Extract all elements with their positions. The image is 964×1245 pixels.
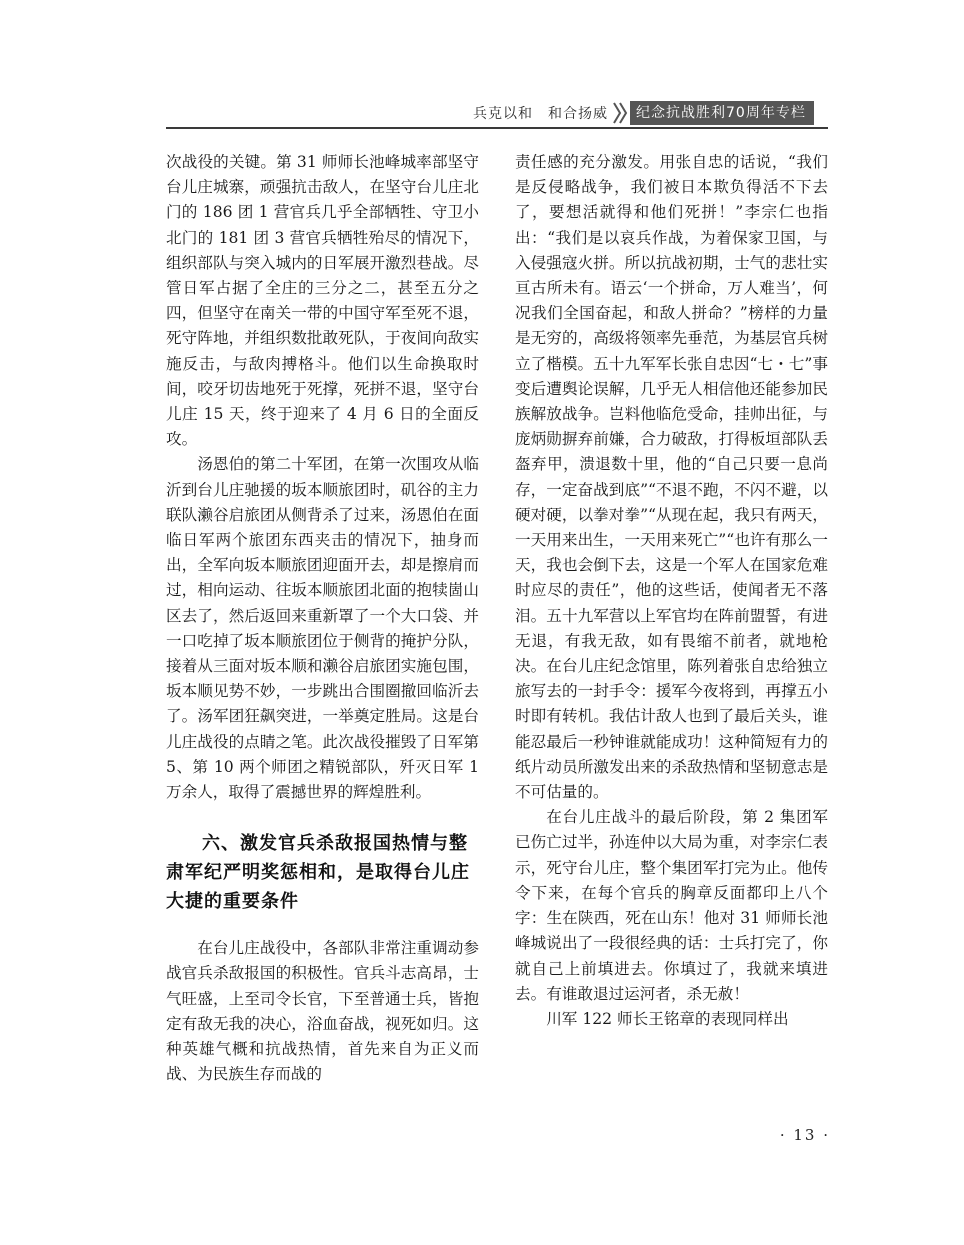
header-divider (166, 127, 828, 129)
right-column (515, 150, 828, 1032)
body-paragraph: 责任感的充分激发。用张自忠的话说，“我们是反侵略战争，我们被日本欺负得活不下去了，要想活就得和他们死拼！”李宗仁也指出：“我们是以哀兵作战，为着保家卫国，与入侵强寇火拼。所以抗战初期，士气的悲壮实亘古所未有。语云‘一个拼命，万人难当’，何况我们全国奋起，和敌人拼命？”榜样的力量是无穷的，高级将领率先垂范，为基层官兵树立了楷模。五十九军军长张自忠因“七・七”事变后遭舆论误解，几乎无人相信他还能参加民族解放战争。岂料他临危受命，挂帅出征，与庞炳勋摒弃前嫌，合力破敌，打得板垣部队丢盔弃甲，溃退数十里，他的“自己只要一息尚存，一定奋战到底”“不退不跑，不闪不避，以硬对硬，以拳对拳”“从现在起，我只有两天，一天用来出生，一天用来死亡”“也许有那么一天，我也会倒下去，这是一个军人在国家危难时应尽的责任”，他的这些话，使闻者无不落泪。五十九军营以上军官均在阵前盟誓，有进无退，有我无敌，如有畏缩不前者，就地枪决。在台儿庄纪念馆里，陈列着张自忠给独立旅写去的一封手令：援军今夜将到，再撑五小时即有转机。我估计敌人也到了最后关头，谁能忍最后一秒钟谁就能成功！这种简短有力的纸片动员所激发出来的杀敌热情和坚韧意志是不可估量的。 (515, 153, 828, 802)
page-number: · 13 · (779, 1126, 830, 1144)
body-paragraph: 汤恩伯的第二十军团，在第一次围攻从临沂到台儿庄驰援的坂本顺旅团时，矶谷的主力联队濑谷启旅团从侧背杀了过来，汤恩伯在面临日军两个旅团东西夹击的情况下，抽身而出，全军向坂本顺旅团迎面开去，却是擦肩而过，相向运动、往坂本顺旅团北面的抱犊崮山区去了，然后返回来重新罩了一个大口袋、并一口吃掉了坂本顺旅团位于侧背的掩护分队，接着从三面对坂本顺和濑谷启旅团实施包围，坂本顺见势不妙，一步跳出合围圈撤回临沂去了。汤军团狂飙突进，一举奠定胜局。这是台儿庄战役的点睛之笔。此次战役摧毁了日军第 5、第 10 两个师团之精锐部队，歼灭日军 1 万余人，取得了震撼世界的辉煌胜利。 (166, 455, 479, 802)
body-paragraph: 川军 122 师长王铭章的表现同样出 (546, 1009, 789, 1028)
body-paragraph: 次战役的关键。第 31 师师长池峰城率部坚守台儿庄城寨，顽强抗击敌人，在坚守台儿庄北门的 186 团 1 营官兵几乎全部牺牲、守卫小北门的 181 团 3 营官兵牺牲殆尽的情况下，组织部队与突入城内的日军展开激烈巷战。尽管日军占据了全庄的三分之二，甚至五分之四，但坚守在南关一带的中国守军至死不退，死守阵地，并组织数批敢死队，于夜间向敌实施反击，与敌肉搏格斗。他们以生命换取时间，咬牙切齿地死于死撑，死拼不退，坚守台儿庄 15 天，终于迎来了 4 月 6 日的全面反攻。 (166, 153, 479, 449)
running-header (473, 100, 828, 126)
header-motto: 兵克以和 和合扬威 (473, 106, 608, 122)
body-paragraph: 在台儿庄战斗的最后阶段，第 2 集团军已伤亡过半，孙连仲以大局为重，对李宗仁表示，死守台儿庄，整个集团军打完为止。他传令下来，在每个官兵的胸章反面都印上八个字：生在陕西，死在山东！他对 31 师师长池峰城说出了一段很经典的话：士兵打完了，你就自己上前填进去。你填过了，我就来填进去。有谁敢退过运河者，杀无赦！ (515, 808, 828, 1003)
section-heading: 六、激发官兵杀敌报国热情与整肃军纪严明奖惩相和，是取得台儿庄大捷的重要条件 (166, 833, 470, 913)
chevron-right-icon (612, 101, 628, 125)
left-column (166, 150, 479, 1088)
body-paragraph: 在台儿庄战役中，各部队非常注重调动参战官兵杀敌报国的积极性。官兵斗志高昂，士气旺盛，上至司令长官，下至普通士兵，皆抱定有敌无我的决心，浴血奋战，视死如归。这种英雄气概和抗战热情，首先来自为正义而战、为民族生存而战的 (166, 939, 479, 1084)
column-title: 纪念抗战胜利70周年专栏 (630, 101, 814, 125)
